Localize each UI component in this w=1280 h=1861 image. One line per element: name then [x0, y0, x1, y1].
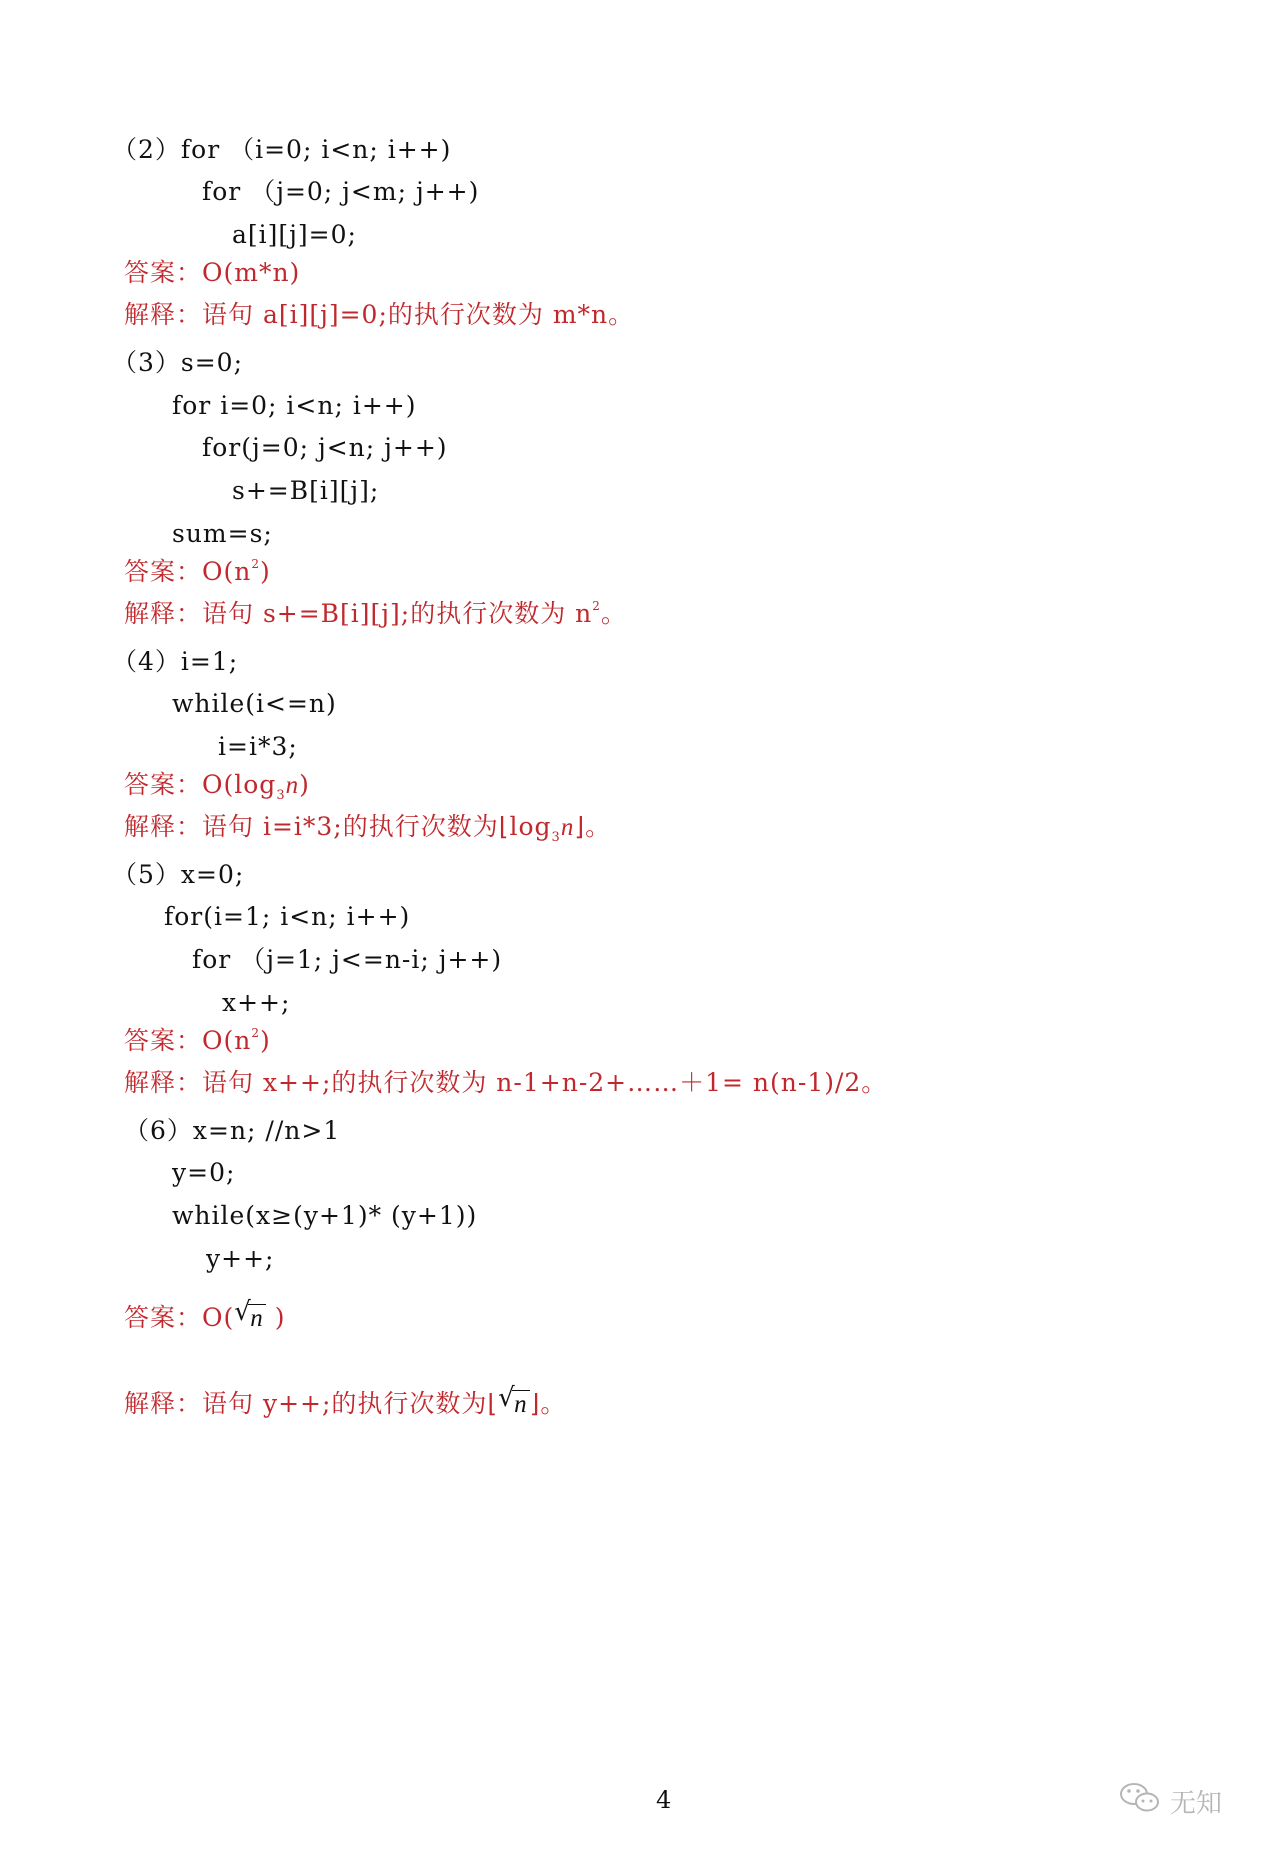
p6-line-2: y=0;: [172, 1158, 236, 1187]
p5-line-4: x++;: [222, 988, 291, 1017]
watermark-text: 无知: [1170, 1789, 1223, 1819]
p6-line-3: while(x≥(y+1)* (y+1)): [172, 1201, 478, 1230]
p2-line-3: a[i][j]=0;: [232, 220, 357, 249]
p3-line-3: for(j=0; j<n; j++): [202, 433, 448, 462]
p2-line-1: （2）for （i=0; i<n; i++): [112, 135, 452, 164]
sqrt-symbol: √ n: [234, 1297, 264, 1332]
p4-answer: 答案：$O(\log_3n)$: [124, 770, 310, 803]
p5-line-1: （5）x=0;: [112, 860, 245, 889]
p6-line-1: （6）x=n; //n>1: [124, 1116, 341, 1145]
p6-answer: 答案：O( √ n ): [124, 1302, 285, 1335]
p3-line-5: sum=s;: [172, 519, 273, 548]
p3-answer: 答案：$O(n^2)$: [124, 557, 271, 586]
p5-line-3: for （j=1; j<=n-i; j++): [192, 945, 503, 974]
wechat-icon: [1118, 1780, 1162, 1823]
p3-explain: 解释：语句 s+=B[i][j];的执行次数为 $n^2$。: [124, 599, 627, 628]
watermark: [1118, 1780, 1222, 1823]
page-number: 4: [656, 1786, 672, 1814]
p2-line-2: for （j=0; j<m; j++): [202, 177, 480, 206]
p4-line-2: while(i<=n): [172, 689, 337, 718]
p4-explain: 解释：语句 i=i*3;的执行次数为$⌊\log_3n⌋$。: [124, 812, 612, 845]
p4-line-3: i=i*3;: [218, 732, 298, 761]
p5-explain: 解释：语句 x++;的执行次数为 n-1+n-2+……＋1= n(n-1)/2。: [124, 1068, 888, 1097]
p3-line-2: for i=0; i<n; i++): [172, 391, 417, 420]
p3-line-4: s+=B[i][j];: [232, 476, 380, 505]
p2-answer: 答案：O(m*n): [124, 258, 301, 287]
p5-answer: 答案：$O(n^2)$: [124, 1026, 271, 1055]
sqrt-symbol: √ n: [498, 1383, 528, 1418]
p3-line-1: （3）s=0;: [112, 348, 244, 377]
p4-line-1: （4）i=1;: [112, 647, 239, 676]
p6-explain: 解释：语句 y++;的执行次数为⌊ √ n⌋。: [124, 1388, 566, 1421]
p5-line-2: for(i=1; i<n; i++): [164, 902, 411, 931]
p2-explain: 解释：语句 a[i][j]=0;的执行次数为 m*n。: [124, 300, 635, 329]
p6-line-4: y++;: [206, 1244, 275, 1273]
